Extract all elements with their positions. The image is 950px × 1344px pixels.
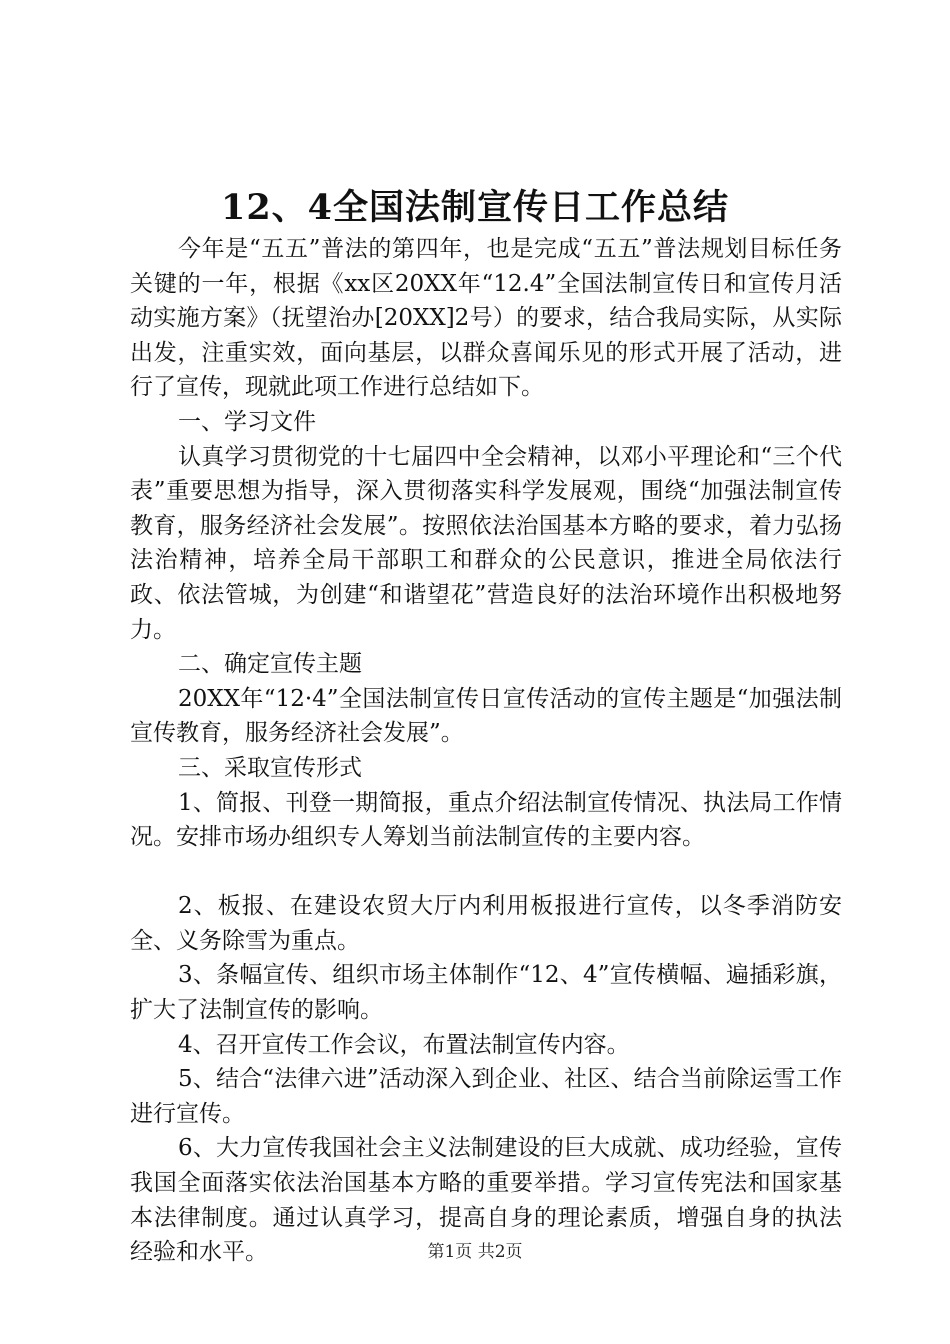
study-paragraph: 认真学习贯彻党的十七届四中全会精神，以邓小平理论和“三个代表”重要思想为指导，深入贯彻落实科学发展观，围绕“加强法制宣传教育，服务经济社会发展”。按照依法治国基本方略的要求，着力弘扬法治精神，培养全局干部职工和群众的公民意识，推进全局依法行政、依法管城，为创建“和谐望花”营造良好的法治环境作出积极地努力。	[130, 443, 842, 643]
paragraph-gap	[130, 855, 842, 890]
form-item-2: 2、板报、在建设农贸大厅内利用板报进行宣传，以冬季消防安全、义务除雪为重点。	[130, 893, 842, 954]
section-heading-study: 一、学习文件	[178, 408, 316, 435]
form-item-3: 3、条幅宣传、组织市场主体制作“12、4”宣传横幅、遍插彩旗，扩大了法制宣传的影响。	[130, 962, 842, 1024]
section-heading-theme: 二、确定宣传主题	[178, 651, 362, 678]
section-heading-forms: 三、采取宣传形式	[178, 754, 362, 781]
theme-paragraph: 20XX年“12·4”全国法制宣传日宣传活动的宣传主题是“加强法制宣传教育，服务经济社会发展”。	[130, 685, 842, 747]
form-item-4: 4、召开宣传工作会议，布置法制宣传内容。	[178, 1031, 630, 1058]
intro-paragraph: 今年是“五五”普法的第四年，也是完成“五五”普法规划目标任务关键的一年，根据《xx区20XX年“12.4”全国法制宣传日和宣传月活动实施方案》（抚望治办[20XX]2号）的要求，结合我局实际，从实际出发，注重实效，面向基层，以群众喜闻乐见的形式开展了活动，进行了宣传，现就此项工作进行总结如下。	[130, 236, 842, 401]
form-item-1: 1、简报、刊登一期简报，重点介绍法制宣传情况、执法局工作情况。安排市场办组织专人筹划当前法制宣传的主要内容。	[130, 789, 842, 851]
document-body	[130, 232, 842, 1270]
form-item-5: 5、结合“法律六进”活动深入到企业、社区、结合当前除运雪工作进行宣传。	[130, 1066, 842, 1127]
document-title: 12、4全国法制宣传日工作总结	[220, 187, 730, 228]
page-number-footer: 第1页 共2页	[427, 1242, 523, 1262]
form-item-6: 6、大力宣传我国社会主义法制建设的巨大成就、成功经验，宣传我国全面落实依法治国基本方略的重要举措。学习宣传宪法和国家基本法律制度。通过认真学习，提高自身的理论素质，增强自身的执法经验和水平。	[130, 1135, 842, 1266]
